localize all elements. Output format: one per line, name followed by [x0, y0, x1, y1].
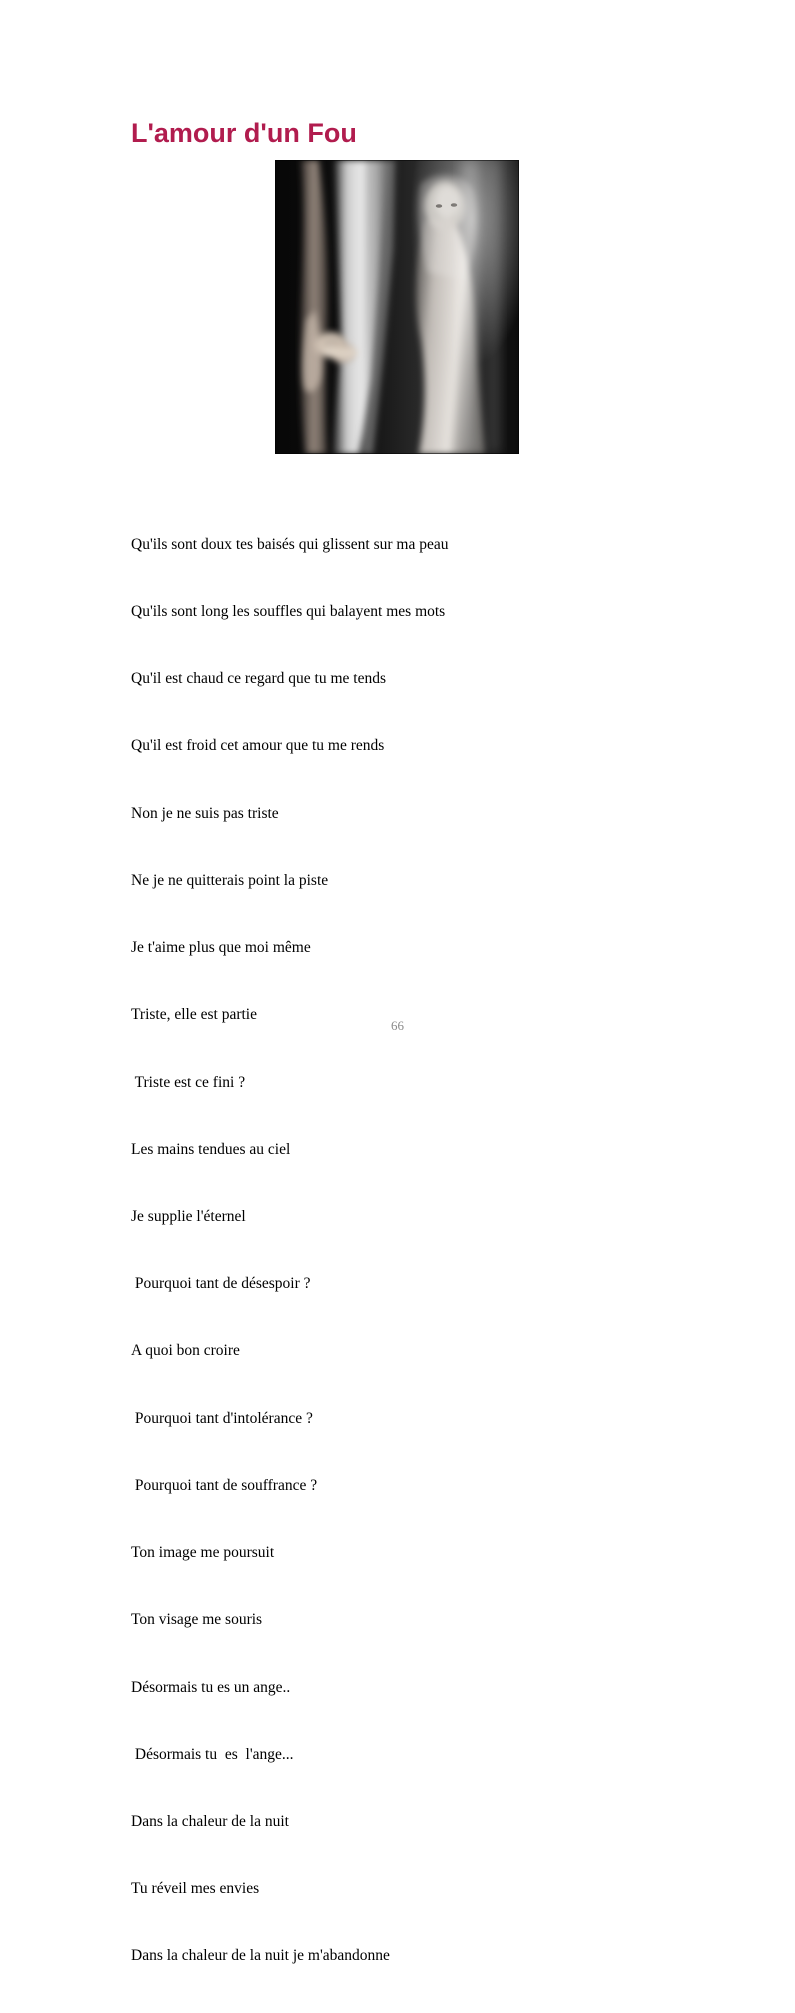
poem-line: Ton image me poursuit: [131, 1544, 275, 1562]
poem-line: Les mains tendues au ciel: [131, 1140, 291, 1158]
poem-line: A quoi bon croire: [131, 1342, 240, 1360]
poem-line: Triste est ce fini ?: [131, 1073, 246, 1091]
poem-line: Pourquoi tant d'intolérance ?: [131, 1409, 313, 1427]
poem-line: Qu'il est froid cet amour que tu me rends: [131, 737, 385, 755]
poem-line: Je t'aime plus que moi même: [131, 939, 311, 957]
poem-line: Qu'il est chaud ce regard que tu me tends: [131, 670, 387, 688]
page-title: L'amour d'un Fou: [131, 118, 357, 149]
poem-line: Je supplie l'éternel: [131, 1208, 246, 1225]
poem-line: Dans la chaleur de la nuit: [131, 1812, 289, 1830]
poem-line: Ton visage me souris: [131, 1611, 263, 1629]
poem-line: Non je ne suis pas triste: [131, 804, 279, 822]
poem-line: Qu'ils sont long les souffles qui balayent mes mots: [131, 603, 446, 621]
page-number: 66: [391, 1018, 404, 1033]
poem-line: Triste, elle est partie: [131, 1006, 257, 1024]
photograph-graphic: [275, 160, 519, 454]
poem-line: Qu'ils sont doux tes baisés qui glissent sur ma peau: [131, 535, 449, 553]
poem-line: Désormais tu es un ange..: [131, 1678, 291, 1696]
poem-line: Pourquoi tant de souffrance ?: [131, 1476, 318, 1494]
poem-line: Ne je ne quitterais point la piste: [131, 871, 329, 889]
poem-line: Pourquoi tant de désespoir ?: [131, 1275, 311, 1293]
poem-illustration: [275, 160, 519, 454]
poem-line: Tu réveil mes envies: [131, 1880, 260, 1898]
poem-line: Désormais tu es l'ange...: [131, 1745, 294, 1763]
poem-line: Dans la chaleur de la nuit je m'abandonne: [131, 1947, 390, 1965]
poem-text: [131, 489, 691, 2013]
